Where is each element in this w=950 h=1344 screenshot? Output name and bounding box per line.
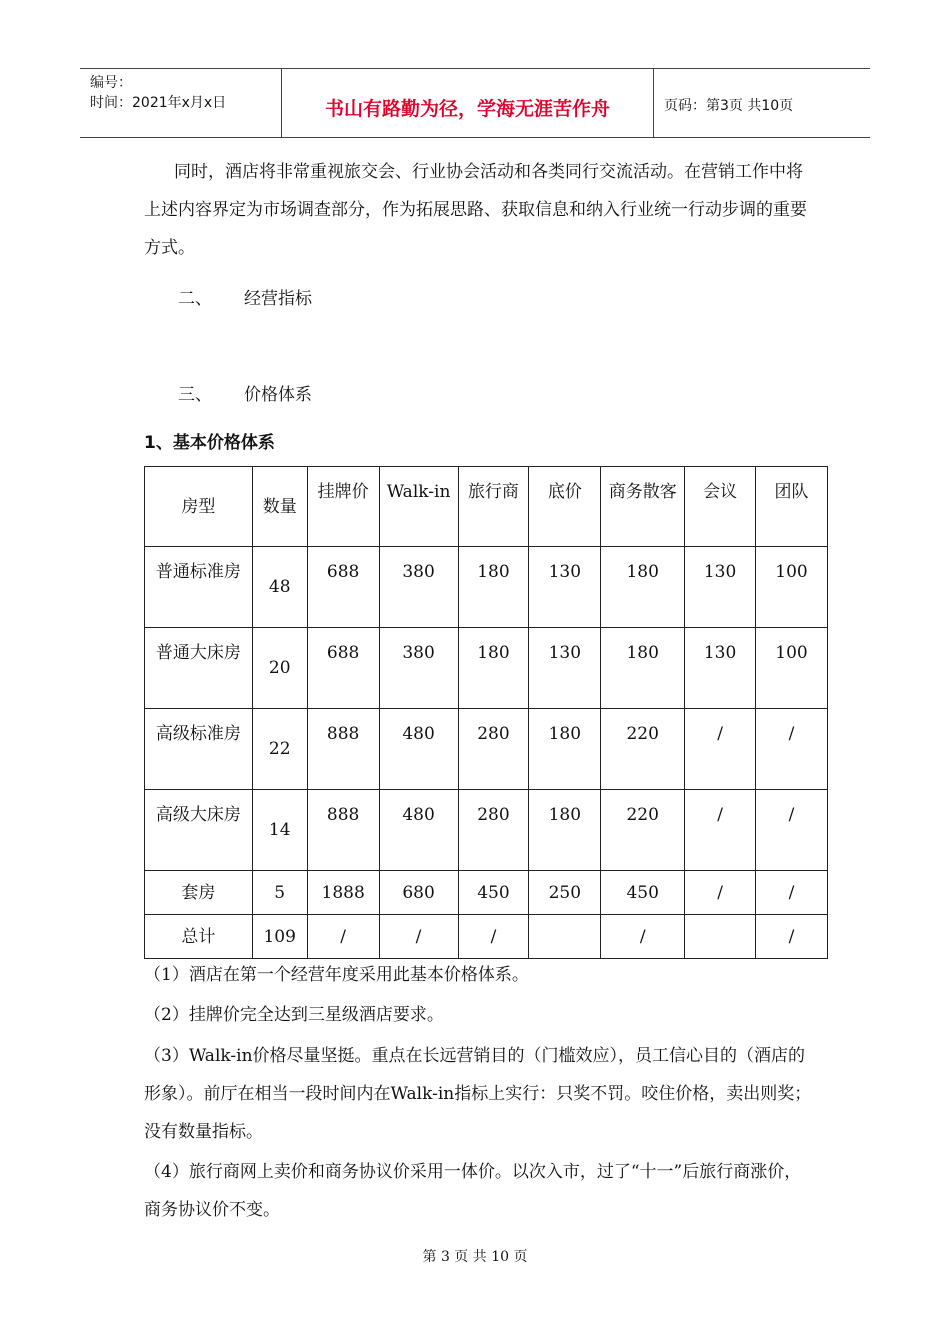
room-type-cell: 高级大床房: [145, 790, 253, 871]
quantity-cell: 5: [252, 871, 307, 915]
price-cell: /: [756, 915, 828, 959]
room-type-cell: 总计: [145, 915, 253, 959]
page-footer: 第 3 页 共 10 页: [422, 1249, 528, 1265]
note-2: （2）挂牌价完全达到三星级酒店要求。: [144, 1005, 444, 1025]
number-label: 编号：: [90, 75, 132, 91]
section-heading-2: [178, 284, 312, 309]
price-cell: /: [307, 915, 379, 959]
header-cell: 旅行商: [458, 467, 529, 547]
table-row: [145, 628, 828, 709]
price-cell: 480: [379, 790, 458, 871]
price-cell: 180: [601, 628, 685, 709]
table-total-row: [145, 915, 828, 959]
header-meta: [80, 69, 282, 137]
quantity-cell: 22: [252, 709, 307, 790]
time-label: 时间：2021年x月x日: [90, 95, 227, 111]
section-heading-3: [178, 380, 312, 405]
intro-paragraph: 同时，酒店将非常重视旅交会、行业协会活动和各类同行交流活动。在营销工作中将上述内容界定为市场调查部分，作为拓展思路、获取信息和纳入行业统一行动步调的重要方式。: [144, 162, 807, 258]
price-cell: 380: [379, 547, 458, 628]
price-cell: 688: [307, 628, 379, 709]
price-cell: 180: [529, 790, 601, 871]
price-cell: /: [458, 915, 529, 959]
table-row: [145, 790, 828, 871]
price-cell: 180: [529, 709, 601, 790]
price-cell: 280: [458, 709, 529, 790]
price-cell: [685, 915, 756, 959]
price-table: [144, 466, 828, 959]
section-title: 经营指标: [244, 289, 312, 309]
page-header: [80, 68, 870, 138]
header-motto: 书山有路勤为径，学海无涯苦作舟: [282, 69, 654, 137]
price-cell: 130: [685, 547, 756, 628]
header-cell: 商务散客: [601, 467, 685, 547]
price-cell: 130: [529, 547, 601, 628]
note-3: （3）Walk-in价格尽量坚挺。重点在长远营销目的（门槛效应），员工信心目的（酒店的形象）。前厅在相当一段时间内在Walk-in指标上实行：只奖不罚。咬住价格，卖出则奖；没有数量指标。: [144, 1046, 812, 1142]
price-cell: 450: [601, 871, 685, 915]
table-header-row: [145, 467, 828, 547]
table-row: [145, 547, 828, 628]
price-cell: 688: [307, 547, 379, 628]
section-title: 价格体系: [244, 385, 312, 405]
price-cell: 130: [529, 628, 601, 709]
price-cell: [529, 915, 601, 959]
header-cell: 挂牌价: [307, 467, 379, 547]
subheading: 1、基本价格体系: [144, 433, 275, 453]
price-cell: 1888: [307, 871, 379, 915]
room-type-cell: 普通大床房: [145, 628, 253, 709]
price-cell: 888: [307, 790, 379, 871]
price-cell: 250: [529, 871, 601, 915]
price-cell: /: [685, 871, 756, 915]
room-type-cell: 高级标准房: [145, 709, 253, 790]
price-cell: /: [685, 709, 756, 790]
price-cell: /: [756, 871, 828, 915]
price-cell: 888: [307, 709, 379, 790]
header-cell: 会议: [685, 467, 756, 547]
note-4: （4）旅行商网上卖价和商务协议价采用一体价。以次入市，过了“十一”后旅行商涨价，商务协议价不变。: [144, 1162, 802, 1220]
table-row: [145, 871, 828, 915]
header-cell: 数量: [252, 467, 307, 547]
header-cell: 房型: [145, 467, 253, 547]
price-cell: 180: [601, 547, 685, 628]
price-cell: /: [685, 790, 756, 871]
quantity-cell: 48: [252, 547, 307, 628]
price-cell: 220: [601, 790, 685, 871]
price-cell: 180: [458, 547, 529, 628]
room-type-cell: 套房: [145, 871, 253, 915]
price-cell: /: [379, 915, 458, 959]
price-cell: 100: [756, 547, 828, 628]
header-cell: 底价: [529, 467, 601, 547]
header-page-info: 页码：第3页 共10页: [664, 98, 794, 114]
price-cell: 380: [379, 628, 458, 709]
quantity-cell: 20: [252, 628, 307, 709]
section-number: 三、: [178, 385, 212, 405]
price-cell: 280: [458, 790, 529, 871]
price-cell: 480: [379, 709, 458, 790]
price-cell: /: [756, 790, 828, 871]
header-cell: 团队: [756, 467, 828, 547]
price-cell: 680: [379, 871, 458, 915]
price-cell: 450: [458, 871, 529, 915]
price-cell: /: [601, 915, 685, 959]
quantity-cell: 109: [252, 915, 307, 959]
table-row: [145, 709, 828, 790]
quantity-cell: 14: [252, 790, 307, 871]
price-cell: /: [756, 709, 828, 790]
price-cell: 180: [458, 628, 529, 709]
room-type-cell: 普通标准房: [145, 547, 253, 628]
header-cell: Walk-in: [379, 467, 458, 547]
note-1: （1）酒店在第一个经营年度采用此基本价格体系。: [144, 965, 529, 985]
price-cell: 220: [601, 709, 685, 790]
price-cell: 130: [685, 628, 756, 709]
section-number: 二、: [178, 289, 212, 309]
price-cell: 100: [756, 628, 828, 709]
